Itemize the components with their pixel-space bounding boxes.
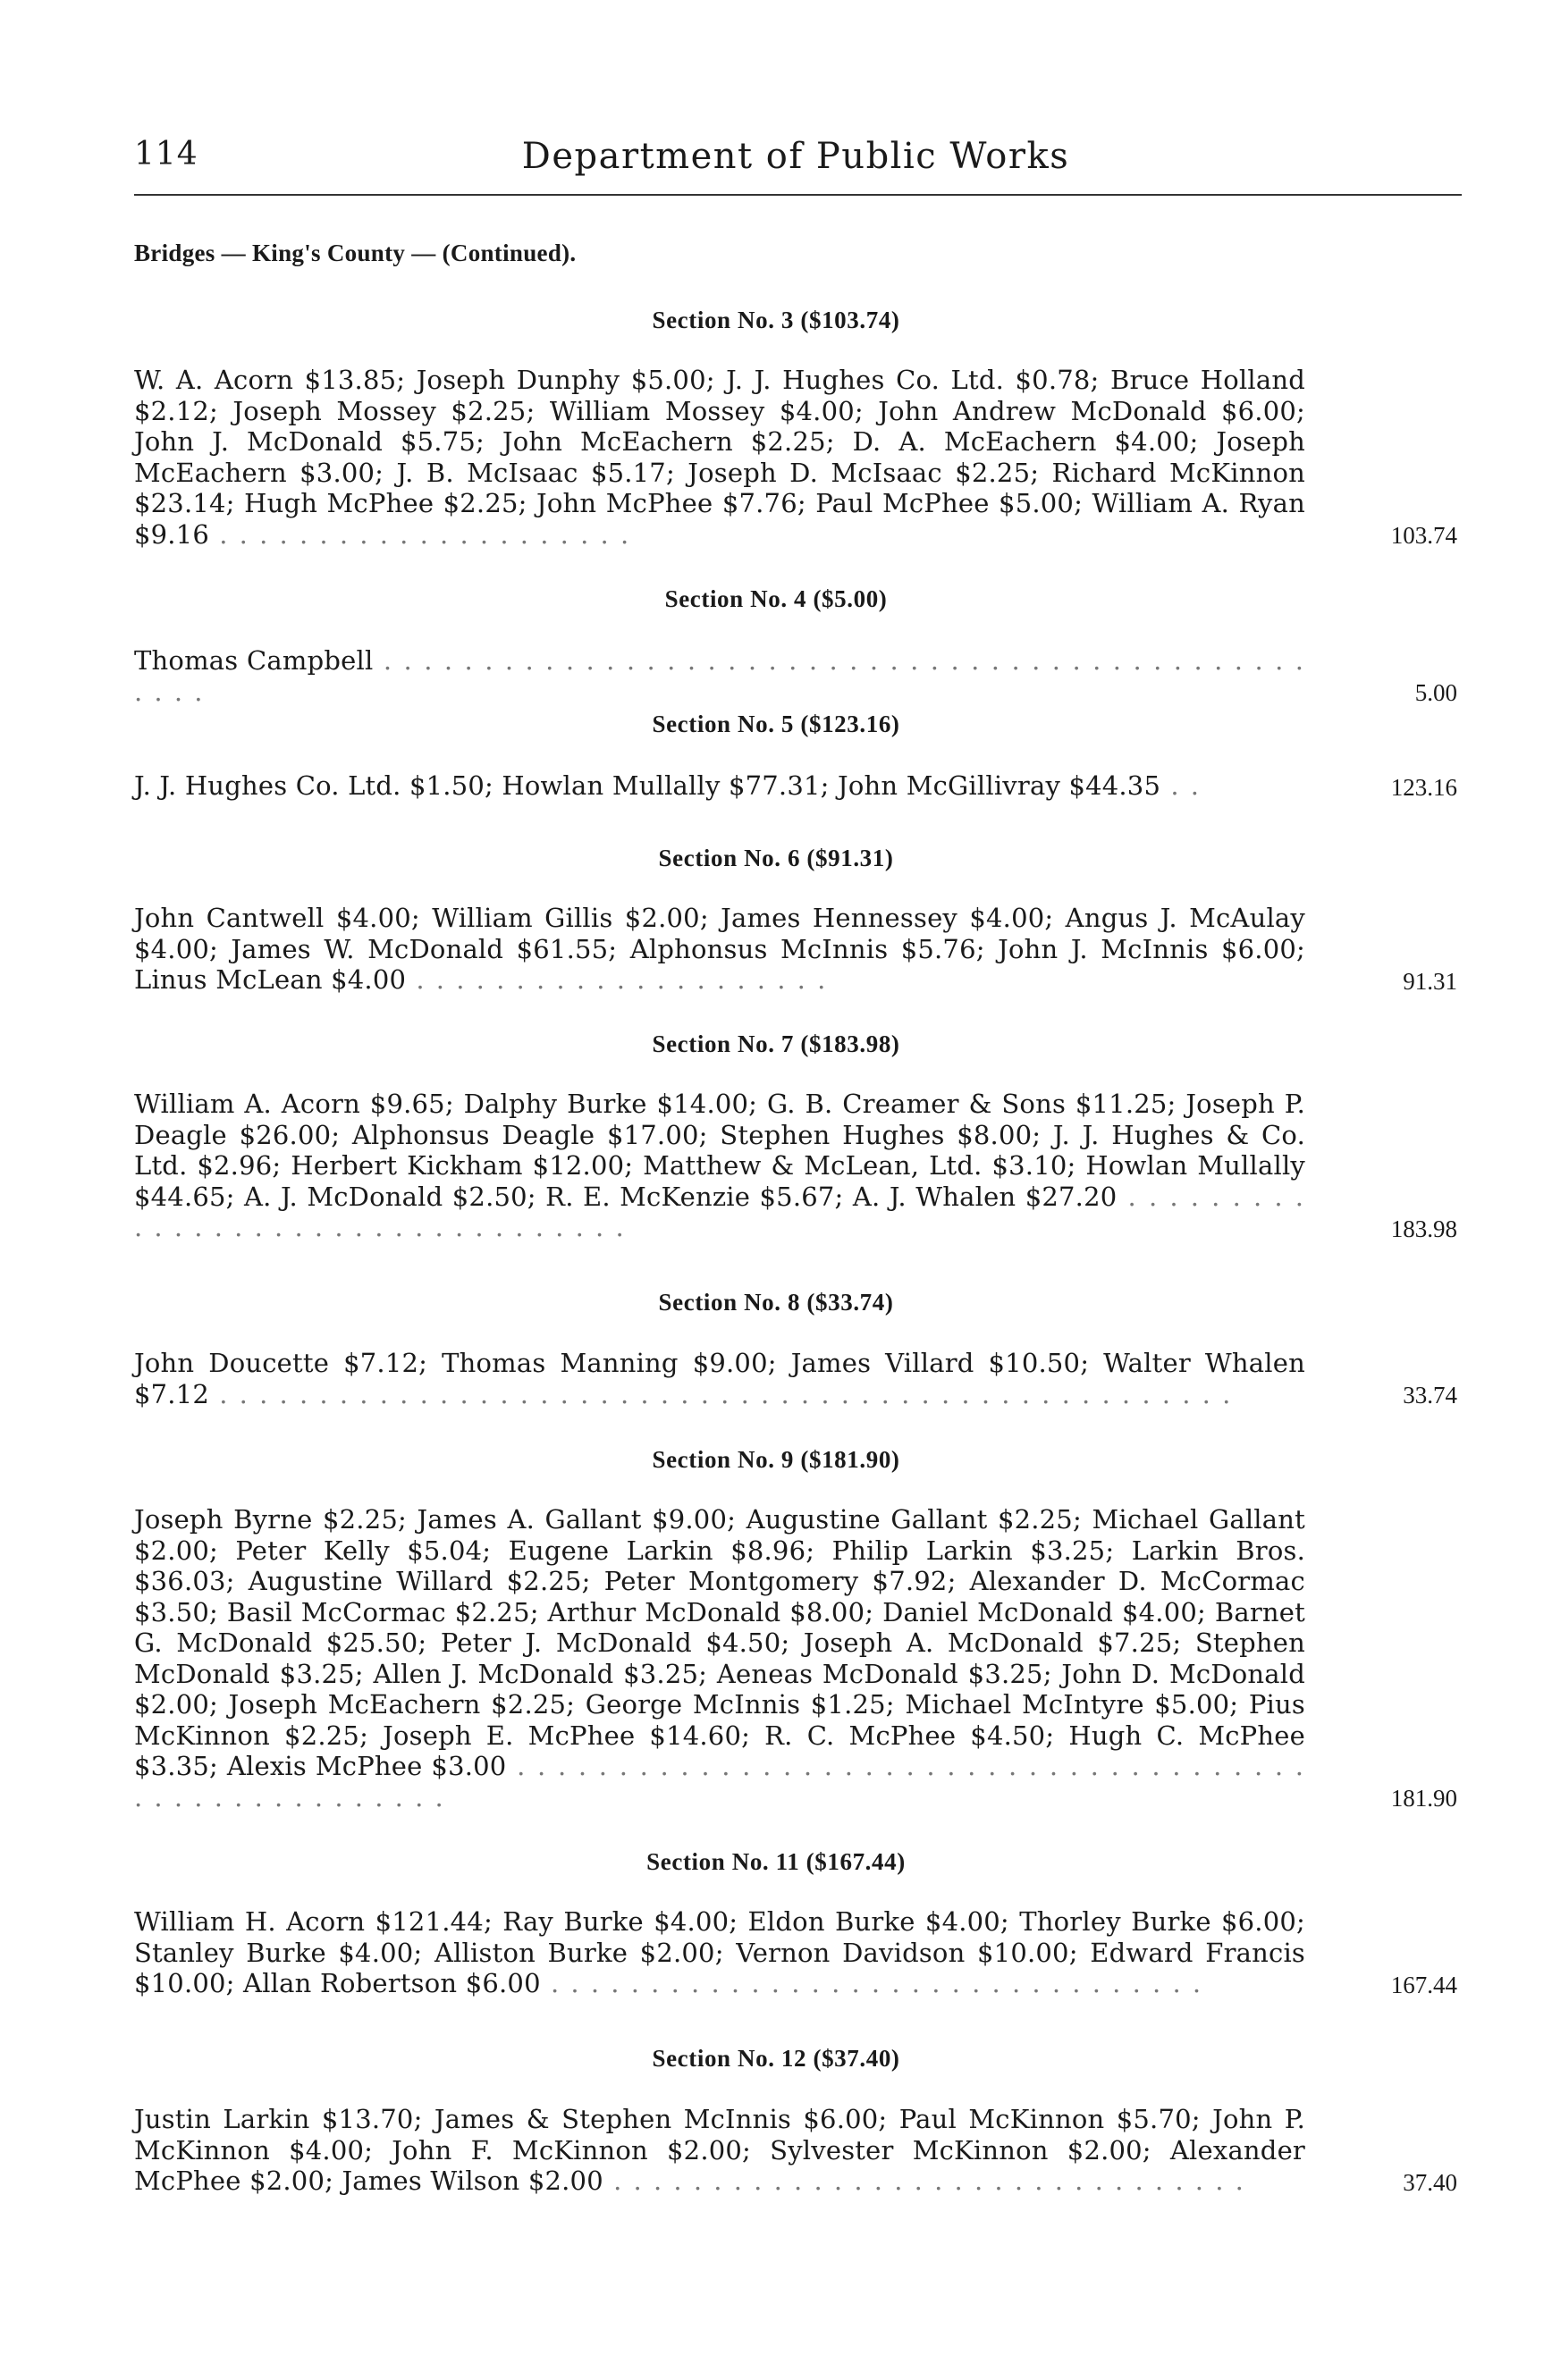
section-title-3: Section No. 3 ($103.74)	[652, 307, 900, 333]
page-title: Department of Public Works	[521, 136, 1070, 177]
entry-text: J. J. Hughes Co. Ltd. $1.50; Howlan Mullally $77.31; John McGillivray $44.35	[134, 770, 1161, 801]
entry-text: W. A. Acorn $13.85; Joseph Dunphy $5.00; J. J. Hughes Co. Ltd. $0.78; Bruce Holland $2.12; Joseph Mossey $2.25; William Mossey $4.00; John Andrew McDonald $6.00; John J. McDonald $5.75; John McEachern $2.25; D. A. McEachern $4.00; Joseph McEachern $3.00; J. B. McIsaac $5.17; Joseph D. McIsaac $2.25; Richard McKinnon $23.14; Hugh McPhee $2.25; John McPhee $7.76; Paul McPhee $5.00; William A. Ryan $9.16	[134, 365, 1305, 550]
sub-heading: Bridges — King's County — (Continued).	[134, 240, 577, 266]
section-total: 103.74	[1390, 522, 1457, 549]
leader-dots: . .	[1160, 770, 1201, 801]
running-head	[134, 136, 1457, 189]
entry-text: Joseph Byrne $2.25; James A. Gallant $9.00; Augustine Gallant $2.25; Michael Gallant $2.00; Peter Kelly $5.04; Eugene Larkin $8.96; Philip Larkin $3.25; Larkin Bros. $36.03; Augustine Willard $2.25; Peter Montgomery $7.92; Alexander D. McCormac $3.50; Basil McCormac $2.25; Arthur McDonald $8.00; Daniel McDonald $4.00; Barnet G. McDonald $25.50; Peter J. McDonald $4.50; Joseph A. McDonald $7.25; Stephen McDonald $3.25; Allen J. McDonald $3.25; Aeneas McDonald $3.25; John D. McDonald $2.00; Joseph McEachern $2.25; George McInnis $1.25; Michael McIntyre $5.00; Pius McKinnon $2.25; Joseph E. McPhee $14.60; R. C. McPhee $4.50; Hugh C. McPhee $3.35; Alexis McPhee $3.00	[134, 1504, 1305, 1781]
entry-text: William H. Acorn $121.44; Ray Burke $4.00; Eldon Burke $4.00; Thorley Burke $6.00; Stanley Burke $4.00; Alliston Burke $2.00; Vernon Davidson $10.00; Edward Francis $10.00; Allan Robertson $6.00	[134, 1906, 1305, 1998]
section-total: 123.16	[1390, 773, 1457, 801]
header-rule	[134, 194, 1462, 196]
section-total: 181.90	[1390, 1785, 1457, 1812]
leader-dots: . . . . . . . . . . . . . . . . . . . . .	[209, 518, 631, 550]
entry-text: Thomas Campbell	[134, 645, 374, 676]
section-title-12: Section No. 12 ($37.40)	[652, 2045, 900, 2072]
section-total: 167.44	[1390, 1971, 1457, 1998]
entry-text: John Doucette $7.12; Thomas Manning $9.00; James Villard $10.50; Walter Whalen $7.12	[134, 1348, 1305, 1409]
section-entry-7	[134, 1089, 1457, 1243]
leader-dots: . . . . . . . . . . . . . . . . . . . . . . . . . . . . . . . . . . . . . . . . . . . . . . . . . . .	[209, 1378, 1233, 1409]
leader-dots: . . . . . . . . . . . . . . . . . . . . . . . . . . . . . . . . . .	[134, 1181, 1305, 1242]
section-entry-9	[134, 1504, 1457, 1812]
entry-text: John Cantwell $4.00; William Gillis $2.00; James Hennessey $4.00; Angus J. McAulay $4.00; James W. McDonald $61.55; Alphonsus McInnis $5.76; John J. McInnis $6.00; Linus McLean $4.00	[134, 903, 1305, 995]
section-entry-5	[134, 770, 1457, 802]
leader-dots: . . . . . . . . . . . . . . . . . . . . .	[406, 964, 828, 995]
section-total: 37.40	[1403, 2168, 1457, 2196]
page-number: 114	[134, 136, 198, 172]
leader-dots: . . . . . . . . . . . . . . . . . . . . . . . . . . . . . . . . . . . . . . . . . . . . . . . . . . . . . . .	[134, 1751, 1305, 1812]
leader-dots: . . . . . . . . . . . . . . . . . . . . . . . . . . . . . . . .	[603, 2166, 1245, 2196]
section-title-6: Section No. 6 ($91.31)	[658, 845, 894, 871]
entry-text: Justin Larkin $13.70; James & Stephen McInnis $6.00; Paul McKinnon $5.70; John P. McKinnon $4.00; John F. McKinnon $2.00; Sylvester McKinnon $2.00; Alexander McPhee $2.00; James Wilson $2.00	[134, 2104, 1305, 2196]
leader-dots: . . . . . . . . . . . . . . . . . . . . . . . . . . . . . . . . .	[540, 1968, 1203, 1998]
section-title-11: Section No. 11 ($167.44)	[646, 1848, 906, 1875]
section-total: 91.31	[1403, 967, 1457, 995]
section-entry-3	[134, 365, 1457, 550]
section-title-4: Section No. 4 ($5.00)	[664, 585, 888, 612]
section-entry-6	[134, 903, 1457, 996]
section-entry-8	[134, 1348, 1457, 1409]
section-title-7: Section No. 7 ($183.98)	[652, 1030, 900, 1057]
section-title-8: Section No. 8 ($33.74)	[658, 1289, 894, 1316]
section-entry-12	[134, 2104, 1457, 2197]
section-entry-4	[134, 645, 1457, 707]
section-total: 33.74	[1403, 1382, 1457, 1409]
entry-text: William A. Acorn $9.65; Dalphy Burke $14.00; G. B. Creamer & Sons $11.25; Joseph P. Deagle $26.00; Alphonsus Deagle $17.00; Stephen Hughes $8.00; J. J. Hughes & Co. Ltd. $2.96; Herbert Kickham $12.00; Matthew & McLean, Ltd. $3.10; Howlan Mullally $44.65; A. J. McDonald $2.50; R. E. McKenzie $5.67; A. J. Whalen $27.20	[134, 1089, 1305, 1212]
section-title-5: Section No. 5 ($123.16)	[652, 711, 900, 737]
section-title-9: Section No. 9 ($181.90)	[652, 1446, 900, 1473]
section-total: 5.00	[1414, 679, 1457, 706]
leader-dots: . . . . . . . . . . . . . . . . . . . . . . . . . . . . . . . . . . . . . . . . . . . . . . . . . .	[134, 645, 1305, 707]
section-entry-11	[134, 1906, 1457, 1999]
section-total: 183.98	[1390, 1215, 1457, 1242]
